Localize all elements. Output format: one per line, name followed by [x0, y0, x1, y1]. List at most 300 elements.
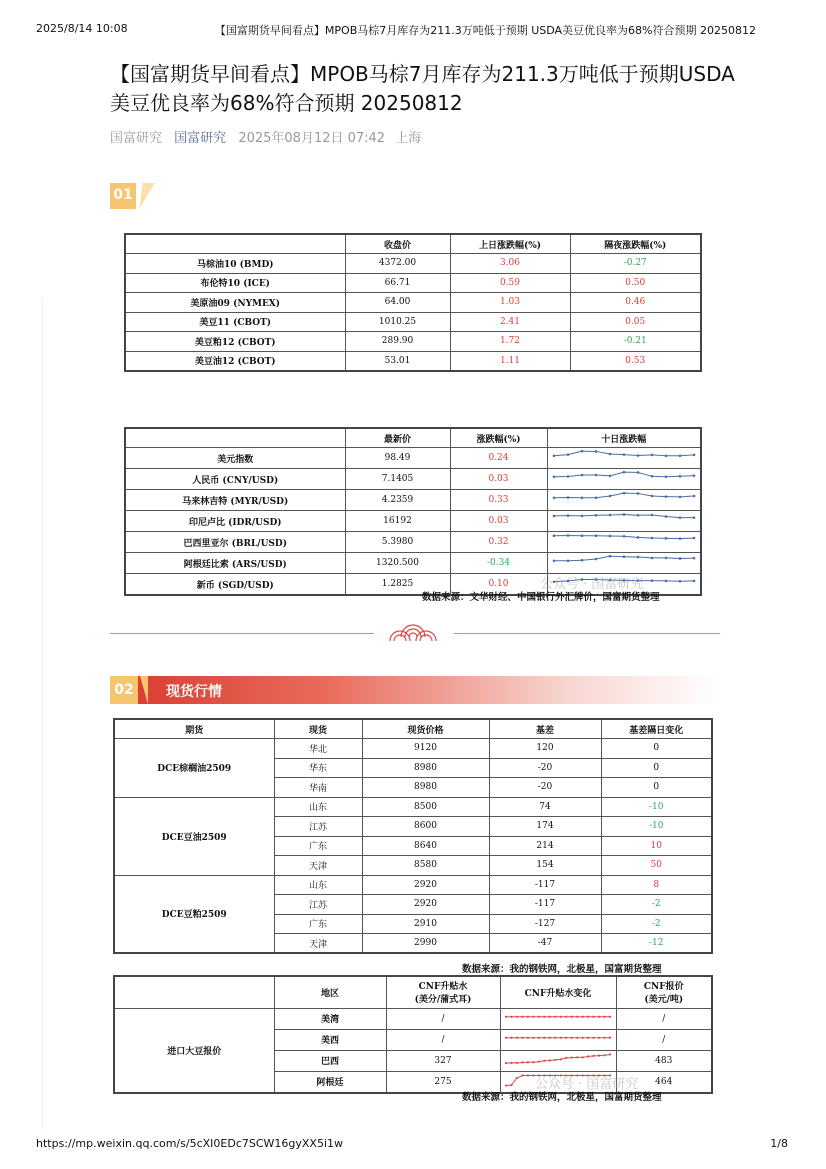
sparkline-point: [650, 557, 653, 560]
sparkline-point: [521, 1061, 523, 1063]
prev-change: 0.59: [450, 273, 570, 293]
basis: -20: [489, 778, 601, 798]
sparkline-point: [692, 516, 695, 519]
sparkline-point: [636, 514, 639, 517]
table-row: [125, 312, 701, 332]
night-change: -0.27: [570, 254, 701, 274]
sparkline: [550, 511, 698, 528]
sparkline-point: [516, 1076, 518, 1078]
sparkline: [550, 448, 698, 465]
table-row: [125, 332, 701, 352]
sparkline-point: [603, 1036, 605, 1038]
spot-price: 8580: [362, 856, 489, 876]
print-datetime: 2025/8/14 10:08: [36, 22, 128, 35]
basis: -117: [489, 895, 601, 915]
night-change: -0.21: [570, 332, 701, 352]
sparkline-point: [538, 1036, 540, 1038]
sparkline-point: [566, 534, 569, 537]
sparkline-point: [565, 1015, 567, 1017]
sparkline-point: [552, 515, 555, 518]
region: 广东: [274, 836, 362, 856]
sparkline-point: [580, 534, 583, 537]
currency-name: 巴西里亚尔 (BRL/USD): [125, 532, 345, 553]
sparkline-point: [554, 1036, 556, 1038]
print-header: [36, 22, 756, 38]
sparkline-point: [594, 514, 597, 517]
publish-datetime: 2025年08月12日 07:42: [238, 131, 386, 146]
sparkline-point: [598, 1054, 600, 1056]
change-pct: 0.33: [450, 490, 547, 511]
latest-price: 4.2359: [345, 490, 450, 511]
prev-change: 1.72: [450, 332, 570, 352]
table-row: [114, 875, 712, 895]
sparkline-point: [580, 474, 583, 477]
sparkline-point: [622, 555, 625, 558]
sparkline-point: [560, 1015, 562, 1017]
sparkline-point: [527, 1036, 529, 1038]
sparkline-point: [516, 1015, 518, 1017]
fx-table: [124, 427, 702, 596]
futures-contract: DCE豆粕2509: [114, 875, 274, 953]
close-price: 1010.25: [345, 312, 450, 332]
spot-price: 8500: [362, 797, 489, 817]
table-row: [114, 797, 712, 817]
sparkline-point: [678, 580, 681, 583]
table-row: [125, 469, 701, 490]
spot-price: 2910: [362, 914, 489, 934]
sparkline: [502, 1030, 614, 1047]
basis: 74: [489, 797, 601, 817]
sparkline-point: [566, 496, 569, 499]
sparkline-point: [527, 1061, 529, 1063]
sparkline-point: [678, 496, 681, 499]
sparkline-point: [650, 579, 653, 582]
cnf-premium: 327: [386, 1050, 500, 1071]
change-pct: 0.32: [450, 532, 547, 553]
sparkline-point: [565, 1036, 567, 1038]
sparkline: [550, 490, 698, 507]
sparkline-point: [552, 475, 555, 478]
table-row: [114, 1008, 712, 1029]
basis-change: 0: [601, 758, 712, 778]
sparkline-point: [608, 514, 611, 517]
print-footer: [36, 1137, 788, 1150]
futures-contract: DCE豆油2509: [114, 797, 274, 875]
sparkline-point: [582, 1015, 584, 1017]
close-price: 53.01: [345, 351, 450, 371]
basis: -127: [489, 914, 601, 934]
sparkline-point: [566, 475, 569, 478]
col-header: [125, 428, 345, 448]
cnf-quote: /: [616, 1029, 712, 1050]
sparkline-point: [521, 1036, 523, 1038]
print-title: 【国富期货早间看点】MPOB马棕7月库存为211.3万吨低于预期 USDA美豆优良率为68%符合预期 20250812: [214, 24, 756, 37]
sparkline-point: [622, 535, 625, 538]
sparkline-point: [594, 450, 597, 453]
ten-day-trend: [547, 532, 701, 553]
spot-table: [113, 718, 713, 954]
sparkline-point: [566, 453, 569, 456]
sparkline-point: [580, 515, 583, 518]
sparkline-point: [603, 1054, 605, 1056]
sparkline-point: [603, 1015, 605, 1017]
sparkline-point: [692, 495, 695, 498]
sparkline-point: [692, 580, 695, 583]
region: 江苏: [274, 817, 362, 837]
region: 巴西: [274, 1050, 386, 1071]
sparkline-point: [510, 1061, 512, 1063]
sparkline-point: [664, 580, 667, 583]
spot-price: 2990: [362, 934, 489, 954]
region: 天津: [274, 934, 362, 954]
sparkline-point: [594, 474, 597, 477]
watermark: 公众号 · 国富研究: [535, 1077, 639, 1092]
sparkline-point: [521, 1015, 523, 1017]
cnf-premium: /: [386, 1008, 500, 1029]
instrument-name: 马棕油10 (BMD): [125, 254, 345, 274]
sparkline-point: [576, 1015, 578, 1017]
close-price: 289.90: [345, 332, 450, 352]
account-link[interactable]: 国富研究: [174, 131, 227, 146]
currency-name: 美元指数: [125, 448, 345, 469]
region: 阿根廷: [274, 1071, 386, 1093]
sparkline-point: [636, 492, 639, 495]
change-pct: 0.03: [450, 511, 547, 532]
col-header: 基差隔日变化: [601, 719, 712, 739]
col-header: 上日涨跌幅(%): [450, 234, 570, 254]
article-meta: [110, 127, 421, 146]
sparkline-point: [608, 453, 611, 456]
cnf-quote: 464: [616, 1071, 712, 1093]
basis-change: 0: [601, 739, 712, 759]
col-header: CNF升贴水 (美分/蒲式耳): [386, 976, 500, 1008]
table-row: [114, 739, 712, 759]
sparkline-point: [538, 1015, 540, 1017]
instrument-name: 布伦特10 (ICE): [125, 273, 345, 293]
basis: -20: [489, 758, 601, 778]
basis: -47: [489, 934, 601, 954]
sparkline-point: [636, 556, 639, 559]
ten-day-trend: [547, 511, 701, 532]
sparkline-point: [510, 1015, 512, 1017]
col-header: 十日涨跌幅: [547, 428, 701, 448]
cnf-premium: 275: [386, 1071, 500, 1093]
sparkline-point: [587, 1015, 589, 1017]
sparkline-point: [566, 514, 569, 517]
table-row: [125, 511, 701, 532]
instrument-name: 美豆11 (CBOT): [125, 312, 345, 332]
spot-price: 2920: [362, 895, 489, 915]
sparkline-point: [532, 1061, 534, 1063]
sparkline-point: [650, 514, 653, 517]
sparkline-point: [650, 537, 653, 540]
basis: 154: [489, 856, 601, 876]
latest-price: 7.1405: [345, 469, 450, 490]
sparkline-point: [532, 1015, 534, 1017]
basis-change: 8: [601, 875, 712, 895]
sparkline-point: [571, 1036, 573, 1038]
region: 山东: [274, 797, 362, 817]
sparkline-point: [510, 1036, 512, 1038]
sparkline-point: [582, 1036, 584, 1038]
sparkline-point: [678, 454, 681, 457]
currency-name: 印尼卢比 (IDR/USD): [125, 511, 345, 532]
prev-change: 2.41: [450, 312, 570, 332]
col-header: 现货价格: [362, 719, 489, 739]
basis-change: 0: [601, 778, 712, 798]
cnf-quote: 483: [616, 1050, 712, 1071]
sparkline-point: [678, 537, 681, 540]
fx-source: 数据来源：文华财经、中国银行外汇牌价，国富期货整理: [422, 592, 660, 603]
close-price: 64.00: [345, 293, 450, 313]
sparkline-point: [664, 537, 667, 540]
spot-source: 数据来源：我的钢铁网，北极星，国富期货整理: [462, 964, 662, 975]
sparkline-point: [571, 1015, 573, 1017]
spot-price: 8600: [362, 817, 489, 837]
sparkline-point: [571, 1056, 573, 1058]
table-row: [125, 532, 701, 553]
sparkline-point: [650, 454, 653, 457]
col-header: 最新价: [345, 428, 450, 448]
sparkline-point: [664, 475, 667, 478]
ten-day-trend: [547, 553, 701, 574]
sparkline-point: [622, 492, 625, 495]
sparkline-point: [505, 1015, 507, 1017]
sparkline-point: [527, 1074, 529, 1076]
sparkline-point: [664, 495, 667, 498]
sparkline-point: [560, 1036, 562, 1038]
sparkline-point: [566, 559, 569, 562]
basis-change: -10: [601, 817, 712, 837]
sparkline-point: [692, 537, 695, 540]
section-1-badge-tail: [133, 183, 154, 209]
ten-day-trend: [547, 490, 701, 511]
region: 天津: [274, 856, 362, 876]
sparkline-point: [580, 496, 583, 499]
sparkline-point: [510, 1083, 512, 1085]
futures-contract: DCE棕榈油2509: [114, 739, 274, 798]
basis: -117: [489, 875, 601, 895]
latest-price: 5.3980: [345, 532, 450, 553]
sparkline-point: [543, 1059, 545, 1061]
premium-trend: [500, 1050, 616, 1071]
instrument-name: 美原油09 (NYMEX): [125, 293, 345, 313]
sparkline-point: [554, 1015, 556, 1017]
col-header: 基差: [489, 719, 601, 739]
sparkline-point: [552, 496, 555, 499]
sparkline-point: [580, 450, 583, 453]
left-guide-line: [42, 300, 43, 1130]
sparkline-point: [622, 453, 625, 456]
col-header: 期货: [114, 719, 274, 739]
instrument-name: 美豆粕12 (CBOT): [125, 332, 345, 352]
change-pct: -0.34: [450, 553, 547, 574]
basis: 120: [489, 739, 601, 759]
sparkline-point: [549, 1015, 551, 1017]
sparkline-point: [560, 1058, 562, 1060]
col-header: 收盘价: [345, 234, 450, 254]
sparkline: [550, 553, 698, 570]
sparkline-point: [650, 495, 653, 498]
sparkline-point: [516, 1036, 518, 1038]
night-change: 0.05: [570, 312, 701, 332]
sparkline-point: [664, 557, 667, 560]
region: 美西: [274, 1029, 386, 1050]
night-change: 0.46: [570, 293, 701, 313]
sparkline-point: [692, 474, 695, 477]
sparkline-point: [505, 1062, 507, 1064]
spot-price: 9120: [362, 739, 489, 759]
sparkline-point: [664, 515, 667, 518]
sparkline-point: [505, 1084, 507, 1086]
spot-price: 8980: [362, 758, 489, 778]
region: 美湾: [274, 1008, 386, 1029]
region: 华东: [274, 758, 362, 778]
sparkline-point: [576, 1056, 578, 1058]
sparkline-point: [543, 1036, 545, 1038]
sparkline-point: [609, 1015, 611, 1017]
sparkline-point: [692, 454, 695, 457]
table-row: [125, 553, 701, 574]
basis-change: -10: [601, 797, 712, 817]
col-header: 涨跌幅(%): [450, 428, 547, 448]
latest-price: 1320.500: [345, 553, 450, 574]
section-1-badge: [110, 183, 156, 209]
sparkline-point: [516, 1061, 518, 1063]
currency-name: 新币 (SGD/USD): [125, 574, 345, 596]
close-price: 4372.00: [345, 254, 450, 274]
spot-price: 8980: [362, 778, 489, 798]
sparkline-point: [622, 471, 625, 474]
table-row: [125, 490, 701, 511]
sparkline-point: [598, 1036, 600, 1038]
sparkline-point: [554, 1058, 556, 1060]
sparkline-point: [587, 1036, 589, 1038]
section-2-number: 02: [110, 676, 138, 704]
premium-trend: [500, 1029, 616, 1050]
sparkline-point: [543, 1015, 545, 1017]
sparkline-point: [549, 1059, 551, 1061]
table-row: [125, 351, 701, 371]
region: 华南: [274, 778, 362, 798]
table-row: [125, 293, 701, 313]
region: 江苏: [274, 895, 362, 915]
sparkline-point: [592, 1036, 594, 1038]
sparkline: [502, 1051, 614, 1068]
ten-day-trend: [547, 448, 701, 469]
sparkline-point: [552, 534, 555, 537]
sparkline-point: [609, 1053, 611, 1055]
sparkline-point: [692, 557, 695, 560]
section-1-number: 01: [110, 183, 136, 209]
sparkline-point: [636, 536, 639, 539]
ten-day-trend: [547, 469, 701, 490]
col-header: CNF报价 (美元/吨): [616, 976, 712, 1008]
sparkline-point: [678, 475, 681, 478]
sparkline-point: [527, 1015, 529, 1017]
basis-change: -12: [601, 934, 712, 954]
night-change: 0.50: [570, 273, 701, 293]
currency-name: 马来林吉特 (MYR/USD): [125, 490, 345, 511]
sparkline-point: [532, 1036, 534, 1038]
sparkline-point: [609, 1036, 611, 1038]
col-header: 现货: [274, 719, 362, 739]
sparkline-point: [592, 1054, 594, 1056]
sparkline-point: [521, 1074, 523, 1076]
cloud-ornament-icon: [386, 617, 440, 643]
sparkline-point: [622, 513, 625, 516]
col-header: [114, 976, 274, 1008]
sparkline: [550, 532, 698, 549]
sparkline-point: [594, 496, 597, 499]
article-title: 【国富期货早间看点】MPOB马棕7月库存为211.3万吨低于预期USDA美豆优良率为68%符合预期 20250812: [110, 62, 735, 115]
instrument-name: 美豆油12 (CBOT): [125, 351, 345, 371]
sparkline-point: [592, 1015, 594, 1017]
sparkline-point: [552, 454, 555, 457]
cnf-premium: /: [386, 1029, 500, 1050]
sparkline-point: [664, 454, 667, 457]
print-url: https://mp.weixin.qq.com/s/5cXI0EDc7SCW16gyXX5i1w: [36, 1137, 344, 1150]
sparkline-point: [549, 1036, 551, 1038]
sparkline-point: [598, 1015, 600, 1017]
latest-price: 98.49: [345, 448, 450, 469]
basis: 214: [489, 836, 601, 856]
sparkline-point: [650, 475, 653, 478]
sparkline-point: [576, 1036, 578, 1038]
sparkline-point: [594, 534, 597, 537]
sparkline: [550, 469, 698, 486]
watermark: 公众号 · 国富研究: [540, 577, 644, 592]
col-header: 地区: [274, 976, 386, 1008]
sparkline-point: [636, 471, 639, 474]
sparkline-point: [678, 557, 681, 560]
currency-name: 阿根廷比索 (ARS/USD): [125, 553, 345, 574]
sparkline-point: [636, 454, 639, 457]
table-row: [125, 448, 701, 469]
night-change: 0.53: [570, 351, 701, 371]
row-group-label: 进口大豆报价: [114, 1008, 274, 1093]
premium-trend: [500, 1008, 616, 1029]
prev-change: 3.06: [450, 254, 570, 274]
sparkline-point: [608, 555, 611, 558]
sparkline-point: [538, 1060, 540, 1062]
publish-location: 上海: [395, 131, 422, 146]
separator-right: [454, 633, 720, 634]
sparkline-point: [678, 516, 681, 519]
col-header: CNF升贴水变化: [500, 976, 616, 1008]
currency-name: 人民币 (CNY/USD): [125, 469, 345, 490]
sparkline-point: [608, 475, 611, 478]
author: 国富研究: [110, 131, 163, 146]
prev-change: 1.03: [450, 293, 570, 313]
basis-change: -2: [601, 914, 712, 934]
spot-price: 2920: [362, 875, 489, 895]
sparkline-point: [608, 495, 611, 498]
col-header: [125, 234, 345, 254]
prev-change: 1.11: [450, 351, 570, 371]
region: 华北: [274, 739, 362, 759]
sparkline-point: [580, 559, 583, 562]
import-source: 数据来源：我的钢铁网，北极星，国富期货整理: [462, 1092, 662, 1103]
region: 山东: [274, 875, 362, 895]
change-pct: 0.24: [450, 448, 547, 469]
section-2-banner: [110, 676, 720, 704]
sparkline-point: [565, 1056, 567, 1058]
sparkline-point: [594, 558, 597, 561]
print-page: 1/8: [770, 1137, 788, 1150]
futures-table: [124, 233, 702, 372]
table-row: [125, 254, 701, 274]
